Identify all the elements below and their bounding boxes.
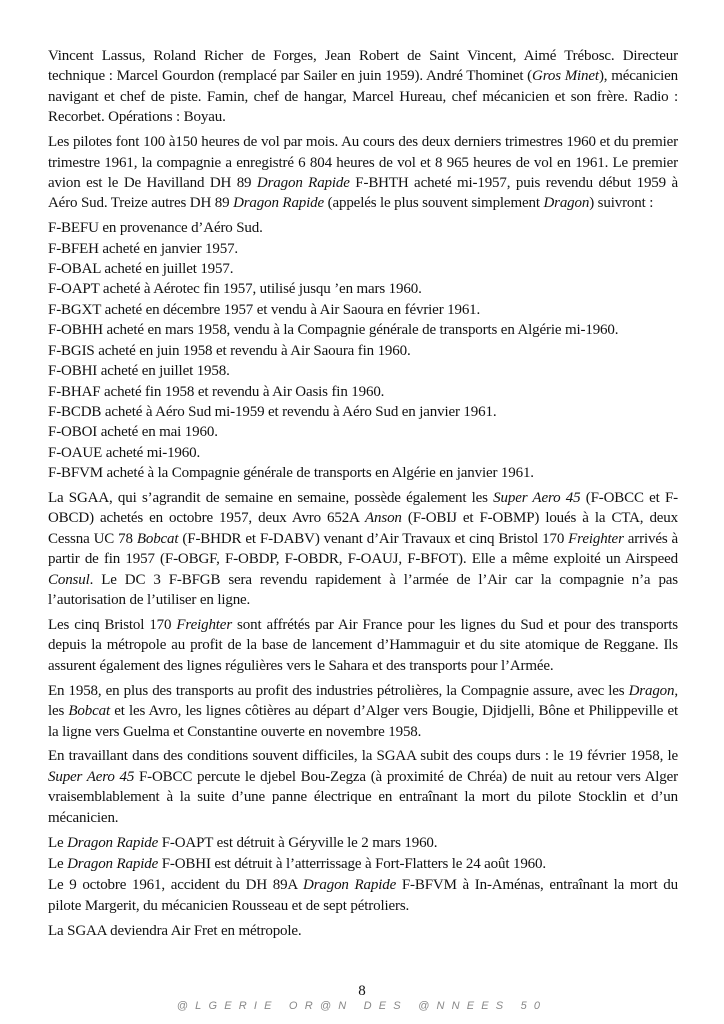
aircraft-list-item — [48, 218, 678, 238]
text-run: (F-OBCC et F-OBCD) achetés en octobre 1957, deux Avro 652A — [48, 490, 678, 527]
text-run: Les pilotes font 100 à150 heures de vol par mois. Au cours des deux derniers trimestres 1960 et du premier trimestre 1961, la compagnie a enregistré 6 804 heures de vol et 8 965 heures de vol en 1961. Le premier avion est le De Havilland DH 89 — [48, 134, 678, 191]
italic-text: Super Aero 45 — [493, 490, 581, 507]
paragraph — [48, 681, 678, 742]
text-run: F-OBCC percute le djebel Bou-Zegza (à proximité de Chréa) de nuit au retour vers Alger vraisemblablement à la suite d’une panne électrique en entraînant la mort du pilote Stocklin et d’un mécanicien. — [48, 768, 678, 826]
text-run: Le — [48, 834, 68, 851]
aircraft-list-item — [48, 463, 678, 483]
aircraft-list-item — [48, 402, 678, 422]
text-run: F-OBOI acheté en mai 1960. — [48, 424, 218, 441]
aircraft-list-item — [48, 382, 678, 402]
paragraph — [48, 46, 678, 128]
text-run: Vincent Lassus, Roland Richer de Forges, Jean Robert de Saint Vincent, Aimé Trébosc. Directeur technique : Marcel Gourdon (remplacé par Sailer en juin 1959). André Thominet ( — [48, 48, 678, 85]
text-run: La SGAA, qui s’agrandit de semaine en semaine, possède également les — [48, 490, 494, 507]
italic-text: Dragon — [543, 195, 590, 212]
body-text — [48, 46, 678, 946]
text-run: F-OBHH acheté en mars 1958, vendu à la Compagnie générale de transports en Algérie mi-1960. — [48, 322, 619, 339]
aircraft-list-item — [48, 259, 678, 279]
text-run: En 1958, en plus des transports au profit des industries pétrolières, la Compagnie assure, avec les — [48, 682, 629, 699]
italic-text: Super Aero 45 — [48, 768, 135, 785]
text-run: ), mécanicien navigant et chef de piste. Famin, chef de hangar, Marcel Hureau, chef mécanicien et son frère. Radio : Recorbet. Opérations : Boyau. — [48, 68, 678, 126]
paragraph — [48, 746, 678, 828]
italic-text: Anson — [365, 510, 402, 527]
text-run: F-OAPT est détruit à Géryville le 2 mars 1960. — [158, 834, 438, 851]
text-run: F-BFEH acheté en janvier 1957. — [48, 240, 239, 257]
text-run: F-BFVM acheté à la Compagnie générale de transports en Algérie en janvier 1961. — [48, 465, 534, 482]
text-run: F-OBAL acheté en juillet 1957. — [48, 261, 234, 278]
paragraph — [48, 132, 678, 214]
italic-text: Dragon Rapide — [233, 195, 325, 212]
text-run: Le — [48, 855, 68, 872]
italic-text: Dragon Rapide — [67, 855, 159, 872]
text-run: sont affrétés par Air France pour les lignes du Sud et pour des transports depuis la métropole au profit de la base de lancement d’Hammaguir et du site atomique de Reggane. Ils assurent également des lignes régulières vers le Sahara et des transports pour l’Armée. — [48, 616, 678, 674]
aircraft-list-item — [48, 279, 678, 299]
paragraph — [48, 488, 678, 610]
paragraph — [48, 833, 678, 853]
text-run: F-OAUE acheté mi-1960. — [48, 444, 201, 461]
italic-text: Consul — [48, 571, 90, 588]
text-run: F-BGIS acheté en juin 1958 et revendu à Air Saoura fin 1960. — [48, 342, 411, 359]
italic-text: Gros Minet — [532, 68, 599, 85]
text-run: arrivés à partir de fin 1957 (F-OBGF, F-OBDP, F-OBDR, F-OAUJ, F-BFOT). Elle a même exploité un Airspeed — [48, 530, 679, 568]
paragraph — [48, 875, 678, 916]
text-run: F-OAPT acheté à Aérotec fin 1957, utilisé jusqu ’en mars 1960. — [48, 281, 422, 298]
aircraft-list-item — [48, 341, 678, 361]
text-run: F-OBHI acheté en juillet 1958. — [48, 363, 230, 380]
italic-text: Dragon Rapide — [256, 174, 350, 191]
text-run: ) suivront : — [589, 195, 654, 212]
text-run: La SGAA deviendra Air Fret en métropole. — [48, 922, 302, 939]
text-run: F-BFVM à In-Aménas, entraînant la mort du pilote Margerit, du mécanicien Rousseau et de sept pétroliers. — [48, 877, 678, 914]
italic-text: Freighter — [176, 616, 233, 633]
text-run: En travaillant dans des conditions souvent difficiles, la SGAA subit des coups durs : le 19 février 1958, le — [48, 748, 678, 765]
text-run: F-BGXT acheté en décembre 1957 et vendu à Air Saoura en février 1961. — [48, 301, 481, 318]
text-run: F-OBHI est détruit à l’atterrissage à Fort-Flatters le 24 août 1960. — [158, 855, 546, 872]
italic-text: Freighter — [568, 530, 624, 547]
text-run: Le 9 octobre 1961, accident du DH 89A — [48, 877, 304, 894]
text-run: (F-BHDR et F-DABV) venant d’Air Travaux et cinq Bristol 170 — [178, 530, 569, 547]
aircraft-list-item — [48, 300, 678, 320]
footer-text: @LGERIE OR@N DES @NNEES 50 — [176, 1000, 548, 1012]
italic-text: Bobcat — [68, 703, 111, 720]
text-run: F-BHAF acheté fin 1958 et revendu à Air Oasis fin 1960. — [48, 383, 385, 400]
aircraft-list-item — [48, 443, 678, 463]
aircraft-list-item — [48, 422, 678, 442]
text-run: , les — [48, 682, 678, 720]
text-run: et les Avro, les lignes côtières au départ d’Alger vers Bougie, Djidjelli, Bône et Philippeville et la ligne vers Guelma et Constantine ouverte en novembre 1958. — [48, 703, 678, 740]
paragraph — [48, 615, 678, 676]
text-run: Les cinq Bristol 170 — [48, 616, 177, 633]
text-run: (appelés le plus souvent simplement — [324, 195, 544, 212]
italic-text: Dragon Rapide — [303, 877, 397, 894]
aircraft-list-item — [48, 239, 678, 259]
aircraft-list-item — [48, 361, 678, 381]
text-run: (F-OBIJ et F-OBMP) loués à la CTA, deux Cessna UC 78 — [48, 510, 679, 547]
paragraph — [48, 921, 678, 941]
text-run: F-BEFU en provenance d’Aéro Sud. — [48, 220, 263, 237]
paragraph — [48, 854, 678, 874]
text-run: F-BHTH acheté mi-1957, puis revendu début 1959 à Aéro Sud. Treize autres DH 89 — [48, 174, 679, 212]
aircraft-list-item — [48, 320, 678, 340]
text-run: F-BCDB acheté à Aéro Sud mi-1959 et revendu à Aéro Sud en janvier 1961. — [48, 403, 497, 420]
page-number: 8 — [358, 983, 366, 999]
italic-text: Dragon Rapide — [67, 834, 159, 851]
text-run: . Le DC 3 F-BFGB sera revendu rapidement à l’armée de l’Air car la compagnie n’a pas l’autorisation de l’utiliser en ligne. — [48, 571, 678, 609]
italic-text: Dragon — [628, 682, 675, 699]
italic-text: Bobcat — [136, 530, 179, 547]
